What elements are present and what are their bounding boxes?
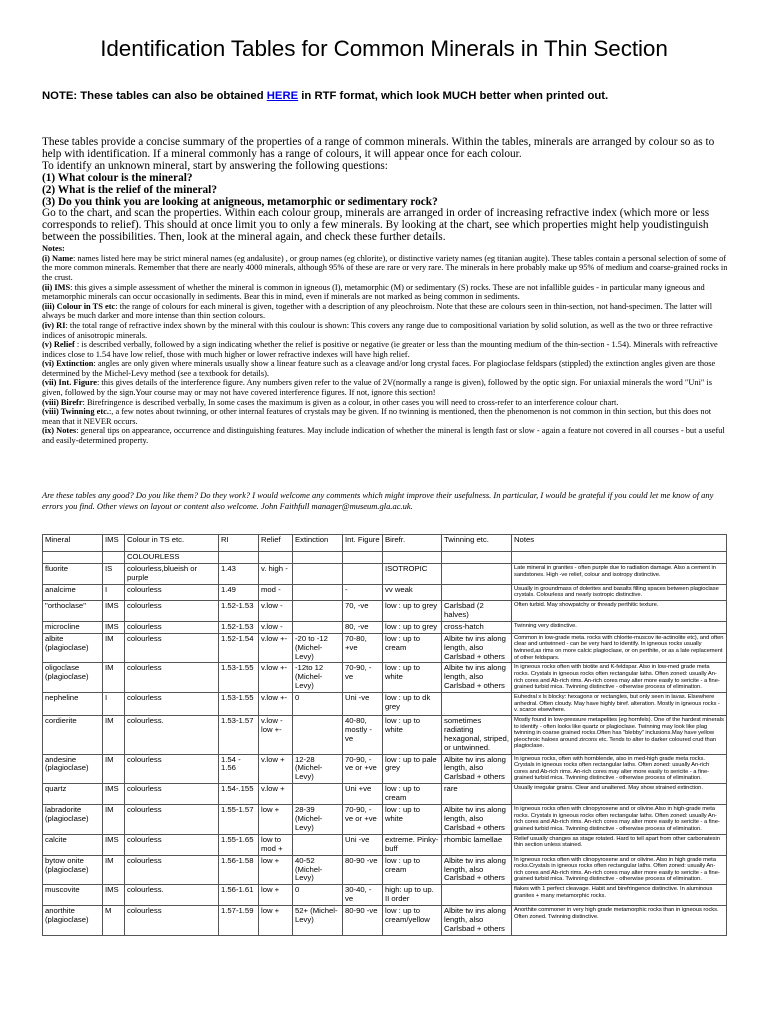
notes-cell: Usually in groundmass of dolerites and basalts filling spaces between plagioclase crystals. Colourless and nearly isotropic distinctive.: [512, 584, 727, 600]
table-cell: low : up to white: [383, 715, 442, 754]
table-cell: low : up to pale grey: [383, 754, 442, 784]
question-rock-type: (3) Do you think you are looking at anigneous, metamorphic or sedimentary rock?: [42, 195, 438, 208]
table-cell: 1.43: [219, 564, 259, 585]
empty-cell: [343, 552, 383, 564]
table-cell: 1.49: [219, 584, 259, 600]
table-cell: 80-90 -ve: [343, 855, 383, 885]
table-cell: colourless: [125, 584, 219, 600]
table-cell: vv weak: [383, 584, 442, 600]
table-cell: colourless: [125, 663, 219, 693]
table-cell: 1.52-1.53: [219, 621, 259, 633]
table-cell: Albite tw ins along length, also Carlsbad + others: [442, 633, 512, 663]
table-cell: [442, 584, 512, 600]
table-cell: I: [103, 584, 125, 600]
table-cell: colourless: [125, 906, 219, 936]
mineral-name-cell: "orthoclase": [43, 601, 103, 622]
table-cell: IM: [103, 805, 125, 835]
table-cell: colourless.: [125, 715, 219, 754]
column-header: Relief: [259, 535, 293, 552]
mineral-name-cell: muscovite: [43, 885, 103, 906]
column-header: Twinning etc.: [442, 535, 512, 552]
table-cell: colourless: [125, 601, 219, 622]
notes-cell: Late mineral in granites - often purple due to radiation damage. Also a cement in sandstones. High -ve relief, colour and isotropy distinctive.: [512, 564, 727, 585]
table-cell: colourless: [125, 855, 219, 885]
intro-paragraph-1: These tables provide a concise summary of the properties of a range of common minerals. Within the tables, minerals are arranged by colour so as to help with identification. If a mineral commonly has a range of colours, it will appear once for each colour.: [42, 136, 715, 160]
table-cell: 1.56-1.61: [219, 885, 259, 906]
table-cell: [293, 621, 343, 633]
table-cell: low : up to cream/yellow: [383, 906, 442, 936]
table-cell: extreme. Pinky-buff: [383, 834, 442, 855]
table-row: [43, 693, 727, 716]
notes-cell: In igneous rocks often with clinopyroxene and or olivine.Also in high-grade meta rocks. Crystals in igneous rocks often rectangular laths. Often zoned: usually An-rich cores and Ab-rich rims. An-rich cores may alter more easily to sericite - a fine-grained turbid mica. Twinning distinctive - otherwise process of elimination.: [512, 805, 727, 835]
note-item: (v) Relief : is described verbally, followed by a sign indicating whether the relief is positive or negative (ie greater or less than the mounting medium of the thin-section - 1.54). Minerals with refreactive indices close to 1.54 have low relief, those with much higher or lower refractive indexes will have high relief.: [42, 340, 718, 359]
table-cell: rhombic lamellae: [442, 834, 512, 855]
mineral-name-cell: microcline: [43, 621, 103, 633]
table-cell: 1.53-1.55: [219, 663, 259, 693]
rtf-note-suffix: in RTF format, which look MUCH better when printed out.: [298, 90, 609, 102]
notes-cell: Anorthite commoner in very high grade metamorphic rocks than in igneous rocks. Often zoned. Twinning distinctive.: [512, 906, 727, 936]
table-cell: low : up to grey: [383, 601, 442, 622]
table-cell: 0: [293, 693, 343, 716]
table-row: [43, 784, 727, 805]
column-header: Birefr.: [383, 535, 442, 552]
table-cell: low : up to white: [383, 663, 442, 693]
notes-cell: Usually irregular grains. Clear and unaltered. May show strained extinction.: [512, 784, 727, 805]
table-cell: 52+ (Michel-Levy): [293, 906, 343, 936]
table-cell: 1.52-1.54: [219, 633, 259, 663]
table-cell: 70-90, - ve or +ve: [343, 754, 383, 784]
notes-cell: Common in low-grade meta. rocks with chlorite-muscov ite-actinolite etc), and often clear and untwinned - can be very hard to identify. In igneous rocks usually twinned,as rims on more calcic plagioclase, or on perthite, or as a late replacement of other feldspars.: [512, 633, 727, 663]
notes-cell: Twinning very distinctive.: [512, 621, 727, 633]
table-row: [43, 601, 727, 622]
notes-cell: In igneous rocks often with clinopyroxene and or olivine. Also in high grade meta rocks.Crystals in igneous rocks often rectangular laths. Often zoned: usually An-rich cores and Ab-rich rims. An-rich cores may alter more easily to sericite - a fine-grained turbid mica. Twinning distinctive - otherwise process of elimination.: [512, 855, 727, 885]
table-cell: 70-90, - ve or +ve: [343, 805, 383, 835]
notes-cell: Mostly found in low-pressure metapelites (eg hornfels). One of the hardest minerals to identify - often looks like quartz or plagioclase. Twinning may look like plag twinning in coarse grained rocks.Often has "blebby" inclusions.May have yellow pleochroic haloes around zircons etc. Tends to alter to darker coloured crud than plagioclase.: [512, 715, 727, 754]
table-cell: 1.53-1.57: [219, 715, 259, 754]
table-cell: 40-80, mostly - ve: [343, 715, 383, 754]
rtf-note-prefix: NOTE: These tables can also be obtained: [42, 90, 267, 102]
table-cell: IMS: [103, 885, 125, 906]
table-cell: v.low - low +-: [259, 715, 293, 754]
table-cell: 30-40, - ve: [343, 885, 383, 906]
column-header: Notes: [512, 535, 727, 552]
table-cell: v.low +-: [259, 633, 293, 663]
empty-cell: [259, 552, 293, 564]
table-cell: [343, 564, 383, 585]
table-cell: v.low +: [259, 754, 293, 784]
table-cell: 1.53-1.55: [219, 693, 259, 716]
colour-group-label: COLOURLESS: [125, 552, 219, 564]
table-row: [43, 564, 727, 585]
table-cell: -: [343, 584, 383, 600]
table-cell: IM: [103, 754, 125, 784]
table-cell: [293, 834, 343, 855]
table-cell: 1.57-1.59: [219, 906, 259, 936]
empty-cell: [293, 552, 343, 564]
table-cell: colourless: [125, 805, 219, 835]
table-cell: 12-28 (Michel-Levy): [293, 754, 343, 784]
notes-cell: Euhedral x ls blocky: hexagons or rectangles, but only seen in lavas. Elsewhere anhedral. Often cloudy. May have highly biref. alteration. Mostly in igneous rocks - v. scarce elsewhere.: [512, 693, 727, 716]
table-row: [43, 584, 727, 600]
mineral-name-cell: cordierite: [43, 715, 103, 754]
table-cell: colourless: [125, 754, 219, 784]
note-item: (viii) Twinning etc.:, a few notes about twinning, or other internal features of crystals may be given. If no twinning is mentioned, then the phenomenon is not common in thin section, but this does not mean that it NEVER occurs.: [42, 407, 712, 426]
table-cell: low : up to cream: [383, 633, 442, 663]
table-cell: 70-90, - ve: [343, 663, 383, 693]
table-cell: v.low +-: [259, 693, 293, 716]
table-cell: IM: [103, 633, 125, 663]
table-cell: [293, 584, 343, 600]
table-cell: v.low -: [259, 621, 293, 633]
table-cell: IM: [103, 663, 125, 693]
empty-cell: [512, 552, 727, 564]
table-cell: Albite tw ins along length, also Carlsbad + others: [442, 805, 512, 835]
table-cell: -12to 12 (Michel-Levy): [293, 663, 343, 693]
table-row: [43, 663, 727, 693]
mineral-name-cell: nepheline: [43, 693, 103, 716]
table-cell: [442, 693, 512, 716]
mineral-name-cell: oligoclase (plagioclase): [43, 663, 103, 693]
empty-cell: [383, 552, 442, 564]
note-item: (ii) IMS: this gives a simple assessment of whether the mineral is common in igneous (I), metamorphic (M) or sedimentary (S) rocks. These are not infallible guides - in particular many igneous and metamorphic minerals can occur occasionally in sediments. Bear this in mind, even if minerals are not marked as being common in sediments.: [42, 282, 705, 302]
table-header-row: [43, 535, 727, 552]
table-cell: 0: [293, 885, 343, 906]
table-cell: 1.56-1.58: [219, 855, 259, 885]
table-cell: v.low +: [259, 784, 293, 805]
table-cell: [442, 885, 512, 906]
notes-cell: In igneous rocks often with biotite and K-feldspar. Also in low-med grade meta rocks. Crystals in igneous rocks often rectangular laths. Often zoned: usually An-rich cores and Ab-rich rims. An-rich cores may alter more easily to sericite - a fine-grained turbid mica. Twinning distinctive - otherwise process of elimination.: [512, 663, 727, 693]
table-row: [43, 805, 727, 835]
table-cell: IMS: [103, 601, 125, 622]
colour-group-row: [43, 552, 727, 564]
question-colour: (1) What colour is the mineral?: [42, 171, 193, 184]
mineral-name-cell: quartz: [43, 784, 103, 805]
table-cell: [442, 564, 512, 585]
table-cell: I: [103, 693, 125, 716]
note-item: (vi) Extinction: angles are only given where minerals usually show a linear feature such as a cleavage and/or long crystal faces. For plagioclase feldspars (stippled) the extinction angles given are those determined by the Michel-Levy method (see a textbook for details).: [42, 359, 716, 378]
table-cell: IM: [103, 715, 125, 754]
column-header: Colour in TS etc.: [125, 535, 219, 552]
intro-paragraph-2: To identify an unknown mineral, start by answering the following questions:: [42, 159, 388, 172]
note-item: (i) Name: names listed here may be strict mineral names (eg andalusite) , or group names (eg chlorite), or distinctive variety names (eg titanian augite). These tables contain a personal selection of some of the more common minerals. Remember that there are nearly 4000 minerals, although 95% of these are rare or very rare. The minerals in here probably make up 95% of medium and coarse-grained rocks in the crust.: [42, 253, 728, 282]
minerals-table: [42, 534, 727, 936]
table-cell: low : up to grey: [383, 621, 442, 633]
note-item: (vii) Int. Figure: this gives details of the interference figure. Any numbers given refer to the value of 2V(normally a range is given), followed by the optic sign. For uniaxial minerals the word "Uni" is given, followed by the sign.Your course may or may not have covered interference figures. If not, ignore this section!: [42, 378, 713, 398]
table-cell: 28-39 (Michel-Levy): [293, 805, 343, 835]
table-cell: sometimes radiating hexagonal, striped, or untwinned.: [442, 715, 512, 754]
table-cell: low +: [259, 805, 293, 835]
table-cell: low : up to white: [383, 805, 442, 835]
column-header: Mineral: [43, 535, 103, 552]
table-cell: v. high -: [259, 564, 293, 585]
introduction: [42, 137, 728, 446]
rtf-note: [42, 90, 608, 102]
table-cell: low +: [259, 885, 293, 906]
table-cell: low : up to dk grey: [383, 693, 442, 716]
column-header: RI: [219, 535, 259, 552]
mineral-name-cell: calcite: [43, 834, 103, 855]
table-cell: IMS: [103, 834, 125, 855]
table-row: [43, 834, 727, 855]
table-cell: 1.52-1.53: [219, 601, 259, 622]
table-cell: 40-52 (Michel-Levy): [293, 855, 343, 885]
table-cell: colourless,blueish or purple: [125, 564, 219, 585]
table-cell: colourless: [125, 633, 219, 663]
column-header: Extinction: [293, 535, 343, 552]
mineral-name-cell: andesine (plagioclase): [43, 754, 103, 784]
table-cell: IMS: [103, 621, 125, 633]
table-cell: 1.55-1.65: [219, 834, 259, 855]
feedback-remark: Are these tables any good? Do you like them? Do they work? I would welcome any comments which might improve their usefulness. In particular, I would be grateful if you could let me know of any errors you find. Other views on layout or content also welcome. John Faithfull manager@museum.gla.ac.uk.: [42, 490, 714, 511]
table-cell: [293, 784, 343, 805]
table-cell: 1.54-.155: [219, 784, 259, 805]
empty-cell: [219, 552, 259, 564]
table-cell: [293, 715, 343, 754]
table-cell: 1.55-1.57: [219, 805, 259, 835]
intro-paragraph-3: Go to the chart, and scan the properties. Within each colour group, minerals are arranged in order of increasing refractive index (which more or less corresponds to relief). This should at once limit you to only a few minerals. By looking at the chart, see which properties might help youdistinguish between the possibilities. Then, look at the mineral again, and check these further details.: [42, 207, 710, 244]
table-cell: v.low +-: [259, 663, 293, 693]
table-cell: high: up to up. II order: [383, 885, 442, 906]
notes-heading: Notes:: [42, 244, 65, 254]
table-cell: colourless: [125, 784, 219, 805]
table-cell: rare: [442, 784, 512, 805]
table-cell: 70-80, +ve: [343, 633, 383, 663]
table-cell: 80, -ve: [343, 621, 383, 633]
table-row: [43, 715, 727, 754]
table-cell: [293, 564, 343, 585]
table-cell: Carlsbad (2 halves): [442, 601, 512, 622]
table-cell: Albite tw ins along length, also Carlsbad + others: [442, 906, 512, 936]
table-row: [43, 855, 727, 885]
notes-list: [42, 244, 728, 445]
note-item: (ix) Notes: general tips on appearance, occurrence and distinguishing features. May include indication of whether the mineral is length fast or slow - again a feature not covered in all courses - but a useful and easily-determined property.: [42, 426, 725, 446]
table-row: [43, 633, 727, 663]
table-cell: IMS: [103, 784, 125, 805]
table-cell: Albite tw ins along length, also Carlsbad + others: [442, 855, 512, 885]
table-cell: colourless: [125, 834, 219, 855]
table-cell: ISOTROPIC: [383, 564, 442, 585]
mineral-name-cell: labradorite (plagioclase): [43, 805, 103, 835]
table-cell: -20 to -12 (Michel-Levy): [293, 633, 343, 663]
table-cell: colourless: [125, 693, 219, 716]
table-cell: cross-hatch: [442, 621, 512, 633]
table-row: [43, 906, 727, 936]
table-cell: low +: [259, 855, 293, 885]
notes-cell: In igneous rocks, often with hornblende, also in med-high grade meta rocks. Crystals in igneous rocks often rectangular laths. Often zoned: usually An-rich cores and Ab-rich rims. An-rich cores may alter more easily to sericite - a fine-grained turbid mica. Twinning distinctive - otherwise process of elimination.: [512, 754, 727, 784]
mineral-name-cell: fluorite: [43, 564, 103, 585]
column-header: IMS: [103, 535, 125, 552]
table-cell: low +: [259, 906, 293, 936]
table-cell: [293, 601, 343, 622]
note-item: (viii) Birefr: Birefringence is described verbally, In some cases the maximum is given as a colour, in other cases you will need to cross-refer to an interference colour chart.: [42, 397, 619, 407]
table-cell: Uni -ve: [343, 834, 383, 855]
table-row: [43, 621, 727, 633]
notes-cell: Often turbid. May showpatchy or thready perthitic texture.: [512, 601, 727, 622]
note-item: (iv) RI: the total range of refractive index shown by the mineral with this coulour is shown: This covers any range due to compositional variation by solid solution, as well as the two or three refractive indices of anisotropic minerals.: [42, 320, 713, 340]
table-cell: Albite tw ins along length, also Carlsbad + others: [442, 663, 512, 693]
note-item: (iii) Colour in TS etc: the range of colours for each mineral is given, together with a description of any pleochroism. Note that these are colours seen in thin-section, not hand-specimen. The latter will always be much darker and more intense than thin section colours.: [42, 301, 713, 321]
mineral-name-cell: albite (plagioclase): [43, 633, 103, 663]
page-title: Identification Tables for Common Minerals in Thin Section: [100, 36, 668, 61]
table-cell: 70, -ve: [343, 601, 383, 622]
table-cell: low : up to cream: [383, 784, 442, 805]
table-row: [43, 885, 727, 906]
table-cell: Albite tw ins along length, also Carlsbad + others: [442, 754, 512, 784]
table-cell: low : up to cream: [383, 855, 442, 885]
table-cell: mod -: [259, 584, 293, 600]
question-relief: (2) What is the relief of the mineral?: [42, 183, 217, 196]
table-cell: v.low -: [259, 601, 293, 622]
table-cell: IM: [103, 855, 125, 885]
mineral-name-cell: bytow onite (plagioclase): [43, 855, 103, 885]
table-cell: 1.54 - 1.56: [219, 754, 259, 784]
table-cell: Uni -ve: [343, 693, 383, 716]
column-header: Int. Figure: [343, 535, 383, 552]
table-cell: 80-90 -ve: [343, 906, 383, 936]
empty-cell: [103, 552, 125, 564]
rtf-link[interactable]: HERE: [266, 90, 299, 102]
table-cell: low to mod +: [259, 834, 293, 855]
notes-cell: flakes with 1 perfect cleavage. Habit and birefringence distinctive. In aluminous granites + many metamorphic rocks.: [512, 885, 727, 906]
table-cell: M: [103, 906, 125, 936]
empty-cell: [43, 552, 103, 564]
mineral-name-cell: anorthite (plagioclase): [43, 906, 103, 936]
table-row: [43, 754, 727, 784]
table-cell: Uni +ve: [343, 784, 383, 805]
notes-cell: Relief usually changes as stage rotated. Hard to tell apart from other carbonatesin thin section unless stained.: [512, 834, 727, 855]
table-cell: colourless: [125, 621, 219, 633]
empty-cell: [442, 552, 512, 564]
table-cell: colourless.: [125, 885, 219, 906]
table-cell: IS: [103, 564, 125, 585]
mineral-name-cell: analcime: [43, 584, 103, 600]
